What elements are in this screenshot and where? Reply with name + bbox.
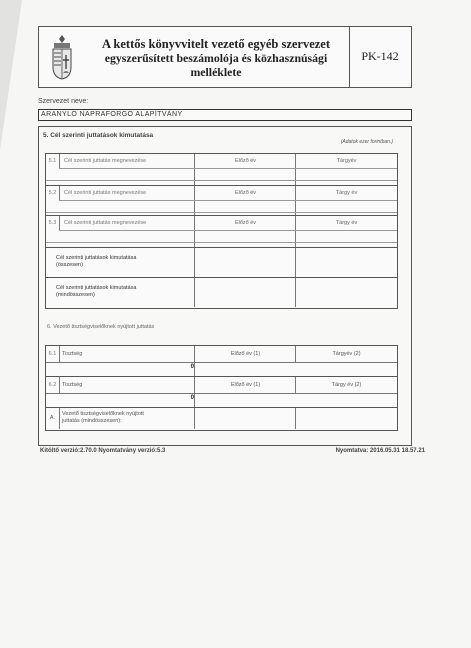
current-year-cell[interactable]: [295, 248, 397, 277]
table-row-6-1: [45, 345, 398, 377]
prev-year-cell[interactable]: [194, 248, 296, 277]
current-year-label: Tárgyév: [336, 158, 357, 164]
current-year-cell[interactable]: [295, 408, 397, 429]
row-label: Tisztség: [62, 382, 83, 388]
row-number: 5.1: [46, 154, 60, 168]
current-year-label: Tárgy év: [335, 220, 358, 226]
row-divider: [59, 200, 397, 201]
table-row-6-2: [45, 376, 398, 408]
summary-row-grand-total: [45, 277, 398, 309]
page-fold-shadow: [0, 0, 22, 150]
version-info: Kitöltő verzió:2.70.0 Nyomtatvány verzió:5.3: [40, 448, 166, 454]
current-year-cell[interactable]: [295, 346, 397, 362]
form-title: [85, 37, 347, 79]
row-number: 6.1: [46, 346, 60, 362]
row-divider: [59, 168, 397, 169]
header-divider: [349, 27, 350, 87]
row-number: 6.2: [46, 377, 60, 393]
table-row-6-total: [45, 407, 398, 431]
row-number: 5.3: [46, 216, 60, 230]
section-5-title: 5. Cél szerinti juttatások kimutatása: [43, 132, 154, 139]
prev-year-label: Előző év: [234, 220, 257, 226]
summary-label-line1: Cél szerinti juttatások kimutatása: [56, 285, 137, 291]
prev-year-cell[interactable]: [194, 377, 296, 393]
form-title-line2: egyszerűsített beszámolója és közhasznúsági melléklete: [104, 51, 328, 79]
form-code: PK-142: [361, 49, 399, 63]
row-label-line1: Vezető tisztségviselőknek nyújtott: [62, 411, 144, 417]
prev-year-label: Előző év (1): [230, 382, 261, 388]
row-divider: [46, 212, 397, 213]
organization-name: ARANYLÓ NAPRAFORGÓ ALAPÍTVÁNY: [41, 111, 183, 118]
prev-year-cell[interactable]: [194, 346, 296, 362]
organization-label: Szervezet neve:: [38, 98, 89, 105]
summary-label-line2: (összesen): [56, 262, 83, 268]
row-divider: [46, 180, 397, 181]
row-number: A.: [46, 408, 60, 429]
prev-year-label: Előző év (1): [230, 351, 261, 357]
section-5-panel: [38, 126, 412, 446]
row-label: Cél szerinti juttatás megnevezése: [64, 190, 147, 196]
hungarian-coat-of-arms-icon: [47, 33, 77, 81]
summary-label: [56, 285, 136, 299]
row-divider: [59, 230, 397, 231]
row-label: [62, 411, 144, 425]
row-number: 5.2: [46, 186, 60, 200]
prev-year-label: Előző év: [234, 158, 257, 164]
row-label-line2: juttatás (mindösszesen):: [62, 418, 122, 424]
current-year-label: Tárgy év: [335, 190, 358, 196]
current-year-cell[interactable]: [295, 377, 397, 393]
prev-year-cell[interactable]: [194, 278, 296, 307]
form-title-line1: A kettős könyvvitelt vezető egyéb szervezet: [101, 37, 331, 51]
row-divider: [46, 393, 397, 394]
summary-row-total: [45, 247, 398, 279]
row-label: Cél szerinti juttatás megnevezése: [64, 220, 147, 226]
current-year-label: Tárgy év (2): [331, 382, 362, 388]
row-divider: [46, 242, 397, 243]
column-divider: [194, 362, 195, 376]
current-year-label: Tárgyév (2): [332, 351, 361, 357]
summary-label-line2: (mindösszesen): [56, 292, 95, 298]
print-timestamp: Nyomtatva: 2016.05.31 18.57.21: [335, 448, 425, 454]
organization-name-field[interactable]: [38, 109, 412, 121]
column-divider: [194, 393, 195, 407]
unit-note: (Adatok ezer forintban.): [340, 139, 393, 145]
row-label: Tisztség: [62, 351, 83, 357]
form-header: [38, 26, 412, 88]
summary-label: [56, 255, 136, 269]
row-divider: [46, 362, 397, 363]
section-6-title: 6. Vezető tisztségviselőknek nyújtott juttatás: [47, 324, 155, 330]
prev-year-cell[interactable]: [194, 408, 296, 429]
value-cell[interactable]: 0: [190, 395, 194, 401]
value-cell[interactable]: 0: [190, 364, 194, 370]
summary-label-line1: Cél szerinti juttatások kimutatása: [56, 255, 137, 261]
prev-year-label: Előző év: [234, 190, 257, 196]
current-year-cell[interactable]: [295, 278, 397, 307]
row-label: Cél szerinti juttatás megnevezése: [64, 158, 147, 164]
